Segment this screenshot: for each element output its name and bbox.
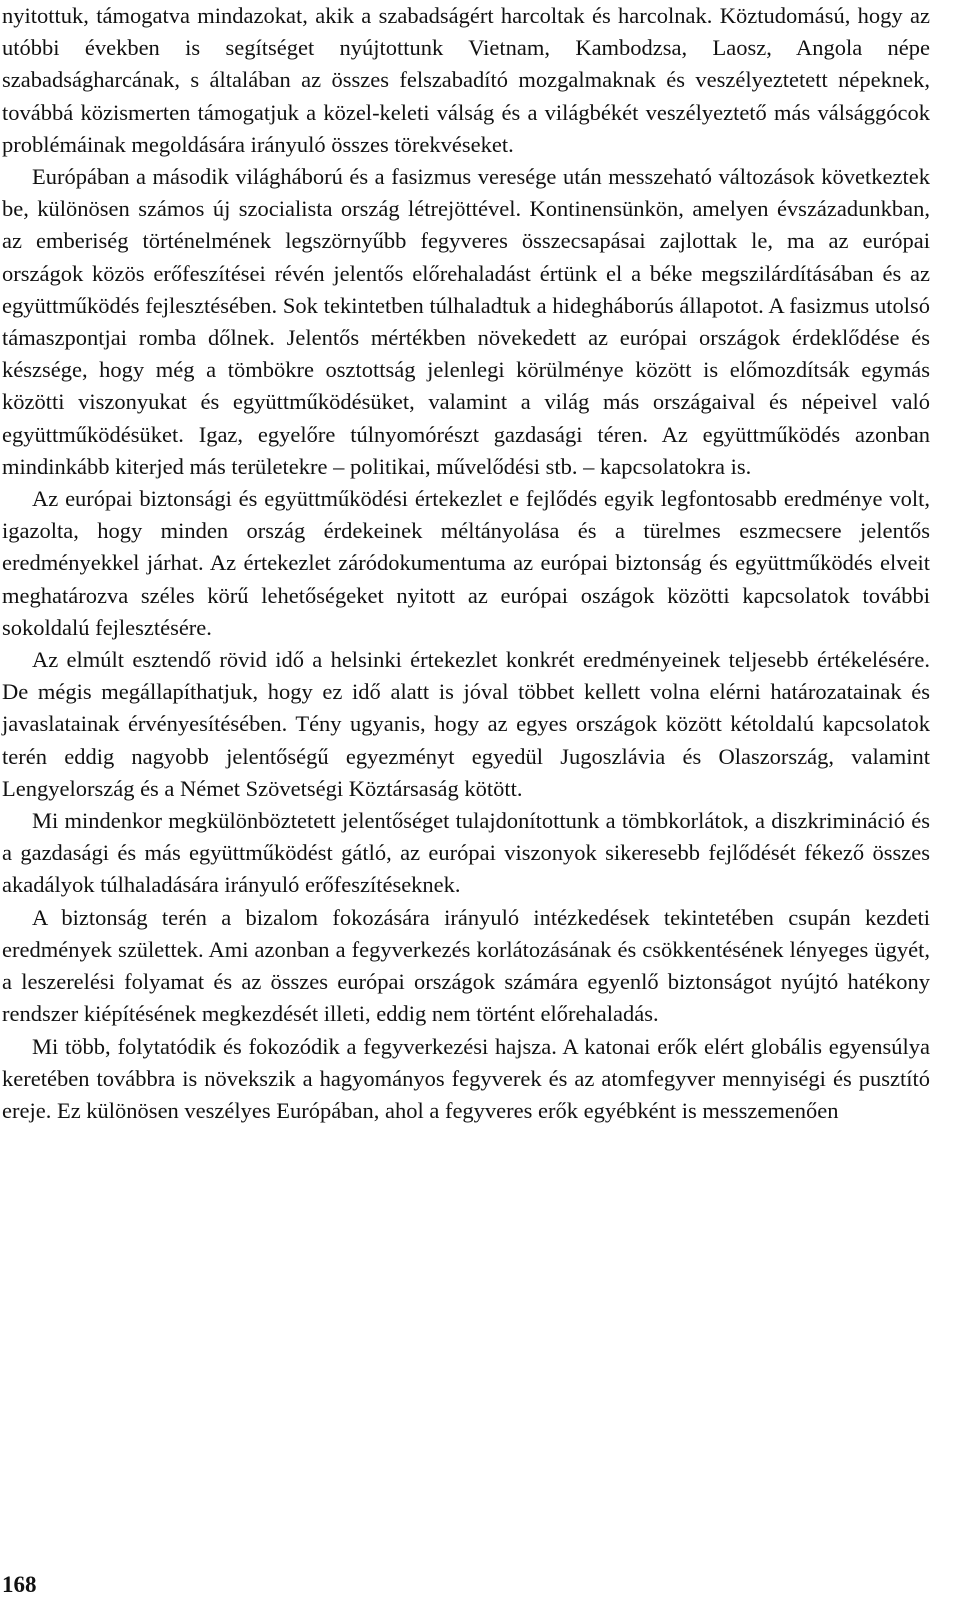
paragraph: nyitottuk, támogatva mindazokat, akik a szabadságért harcoltak és harcolnak. Köztudomású, hogy az utóbbi években is segítséget nyújtottunk Vietnam, Kambodzsa, Laosz, Angola népe szabadságharcának, s általában az összes felszabadító mozgalmaknak és veszélyeztetett népeknek, továbbá közismerten támogatjuk a közel-keleti válság és a világbékét veszélyeztető más válsággócok problémáinak megoldására irányuló összes törekvéseket. [2, 3, 930, 157]
paragraph: Európában a második világháború és a fasizmus veresége után messzeható változások következtek be, különösen számos új szocialista ország létrejöttével. Kontinensünkön, amelyen évszázadunkban, az emberiség történelmének legszörnyűbb fegyveres összecsapásai zajlottak le, ma az európai országok közös erőfeszítései révén jelentős előrehaladást értünk el a béke megszilárdításában és az együttműködés fejlesztésében. Sok tekintetben túlhaladtuk a hidegháborús állapotot. A fasizmus utolsó támaszpontjai romba dőlnek. Jelentős mértékben növekedett az európai országok érdeklődése és készsége, hogy még a tömbökre osztottság jelenlegi körülménye között is előmozdítsák egymás közötti viszonyukat és együttműködésüket, valamint a világ más országaival és népeivel való együttműködésüket. Igaz, egyelőre túlnyomórészt gazdasági téren. Az együttműködés azonban mindinkább kiterjed más területekre – politikai, művelődési stb. – kapcsolatokra is. [2, 164, 930, 479]
paragraph: Az elmúlt esztendő rövid idő a helsinki értekezlet konkrét eredményeinek teljesebb értékelésére. De mégis megállapíthatjuk, hogy ez idő alatt is jóval többet kellett volna elérni határozatainak és javaslatainak érvényesítésében. Tény ugyanis, hogy az egyes országok között kétoldalú kapcsolatok terén eddig nagyobb jelentőségű egyezményt egyedül Jugoszlávia és Olaszország, valamint Lengyelország és a Német Szövetségi Köztársaság kötött. [2, 647, 930, 801]
paragraph: Mi mindenkor megkülönböztetett jelentőséget tulajdonítottunk a tömbkorlátok, a diszkrimináció és a gazdasági és más együttműködést gátló, az európai viszonyok sikeresebb fejlődését fékező összes akadályok túlhaladására irányuló erőfeszítéseknek. [2, 808, 930, 898]
page-body [2, 0, 930, 1127]
paragraph: Mi több, folytatódik és fokozódik a fegyverkezési hajsza. A katonai erők elért globális egyensúlya keretében továbbra is növekszik a hagyományos fegyverek és az atomfegyver mennyiségi és pusztító ereje. Ez különösen veszélyes Európában, ahol a fegyveres erők egyébként is messzemenően [2, 1033, 930, 1123]
page-number: 168 [2, 1572, 37, 1597]
paragraph: Az európai biztonsági és együttműködési értekezlet e fejlődés egyik legfontosabb eredménye volt, igazolta, hogy minden ország érdekeinek méltányolása és a türelmes eszmecsere jelentős eredményekkel járhat. Az értekezlet záródokumentuma az európai biztonság és együttműködés elveit meghatározva széles körű lehetőségeket nyitott az európai oszágok közötti kapcsolatok további sokoldalú fejlesztésére. [2, 486, 930, 640]
paragraph: A biztonság terén a bizalom fokozására irányuló intézkedések tekintetében csupán kezdeti eredmények születtek. Ami azonban a fegyverkezés korlátozásának és csökkentésének lényeges ügyét, a leszerelési folyamat és az összes európai országok számára egyenlő biztonságot nyújtó hatékony rendszer kiépítésének megkezdését illeti, eddig nem történt előrehaladás. [2, 904, 930, 1027]
